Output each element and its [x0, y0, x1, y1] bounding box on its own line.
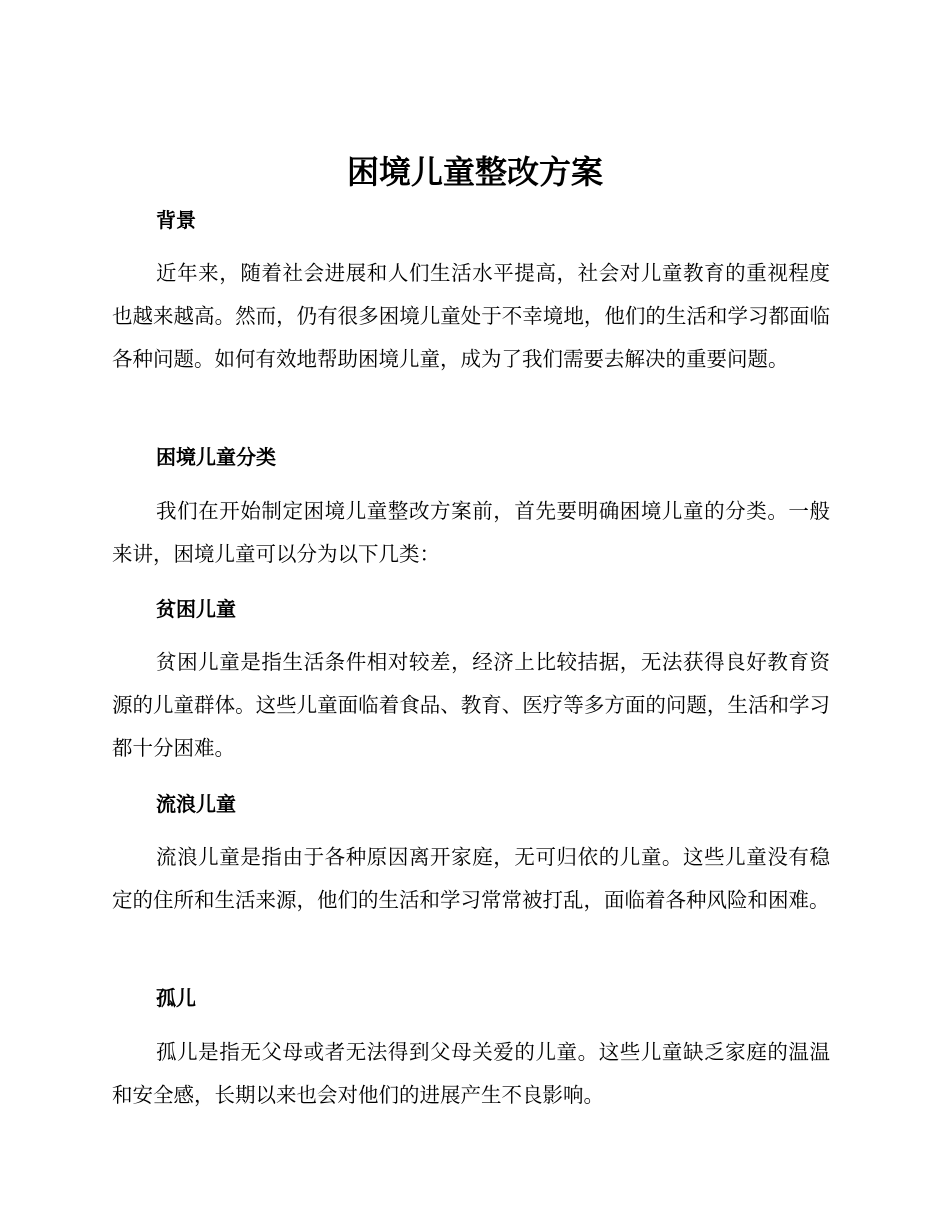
section-heading-background: 背景: [156, 208, 196, 232]
section-heading-street-children: 流浪儿童: [156, 792, 236, 816]
section-heading-classification: 困境儿童分类: [156, 445, 276, 469]
section-paragraph-orphans: 孤儿是指无父母或者无法得到父母关爱的儿童。这些儿童缺乏家庭的温温和安全感，长期以来也会对他们的进展产生不良影响。: [112, 1040, 830, 1107]
section-heading-poor-children: 贫困儿童: [156, 597, 236, 621]
section-paragraph-classification: 我们在开始制定困境儿童整改方案前，首先要明确困境儿童的分类。一般来讲，困境儿童可以分为以下几类：: [112, 499, 830, 566]
document-title: 困境儿童整改方案: [346, 153, 603, 191]
section-paragraph-poor-children: 贫困儿童是指生活条件相对较差，经济上比较拮据，无法获得良好教育资源的儿童群体。这些儿童面临着食品、教育、医疗等多方面的问题，生活和学习都十分困难。: [112, 650, 830, 760]
section-heading-orphans: 孤儿: [156, 986, 196, 1010]
section-paragraph-street-children: 流浪儿童是指由于各种原因离开家庭，无可归依的儿童。这些儿童没有稳定的住所和生活来源，他们的生活和学习常常被打乱，面临着各种风险和困难。: [112, 845, 830, 912]
section-paragraph-background: 近年来，随着社会进展和人们生活水平提高，社会对儿童教育的重视程度也越来越高。然而，仍有很多困境儿童处于不幸境地，他们的生活和学习都面临各种问题。如何有效地帮助困境儿童，成为了我们需要去解决的重要问题。: [112, 261, 830, 371]
